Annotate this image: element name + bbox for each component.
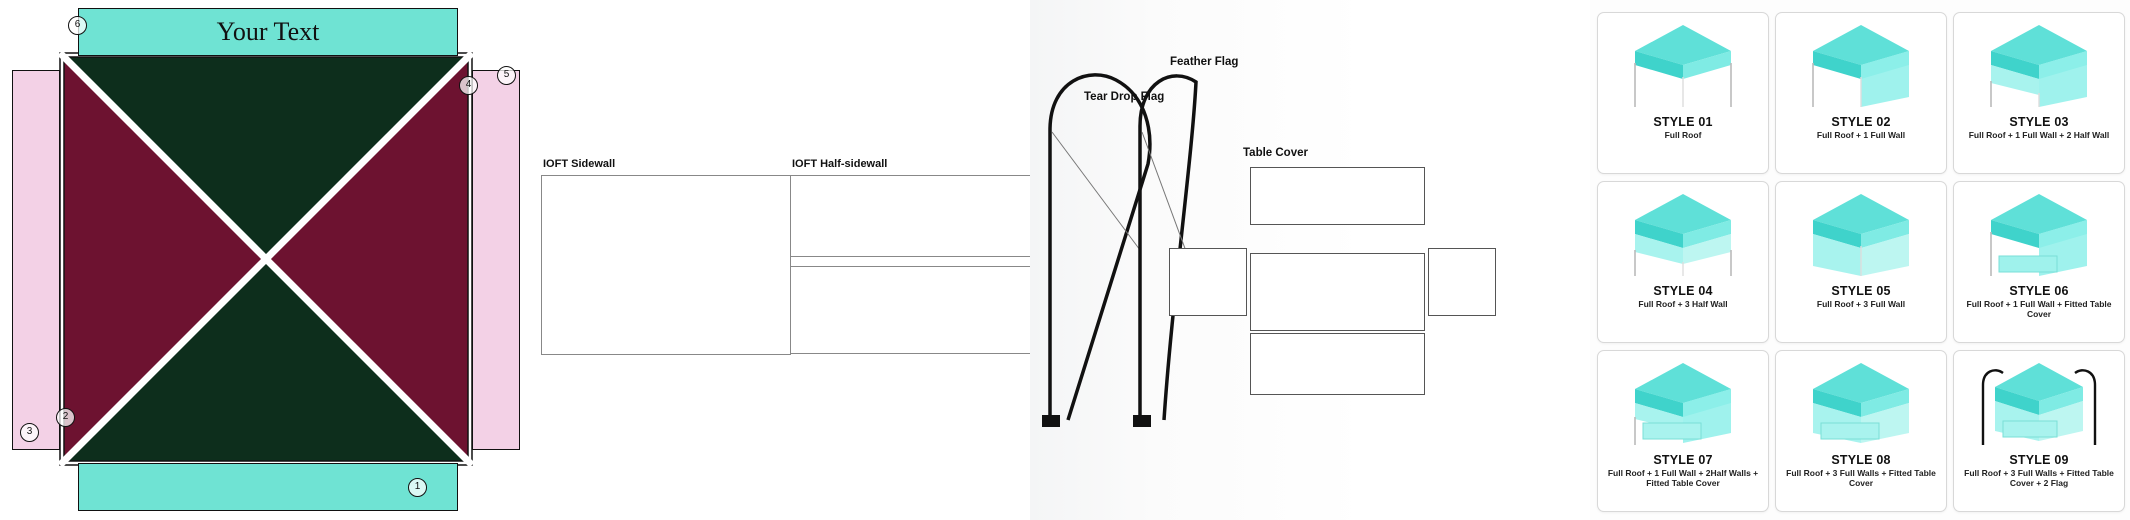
- canopy-layout-panel: [0, 0, 530, 520]
- style-desc: Full Roof + 3 Full Wall: [1816, 299, 1906, 309]
- tent-illustration-icon: [1791, 17, 1931, 113]
- table-cover-top-surface: [1250, 253, 1425, 331]
- table-cover-top-flap: [1250, 167, 1425, 225]
- style-desc: Full Roof + 3 Full Walls + Fitted Table Cover: [1786, 468, 1936, 489]
- style-desc: Full Roof: [1664, 130, 1702, 140]
- half-sidewall-box-top: [790, 175, 1046, 257]
- canopy-stage: [10, 8, 520, 513]
- style-options-panel: [1590, 0, 2130, 520]
- style-card-03[interactable]: [1953, 12, 2125, 174]
- table-cover-bottom-flap: [1250, 333, 1425, 395]
- style-title: STYLE 04: [1653, 284, 1713, 298]
- style-card-06[interactable]: [1953, 181, 2125, 343]
- style-title: STYLE 08: [1831, 453, 1891, 467]
- canopy-top-banner: [78, 8, 458, 56]
- canopy-badge-3: 3: [20, 423, 39, 442]
- canopy-badge-1: 1: [408, 478, 427, 497]
- style-title: STYLE 06: [2009, 284, 2069, 298]
- style-card-04[interactable]: [1597, 181, 1769, 343]
- style-title: STYLE 07: [1653, 453, 1713, 467]
- half-sidewall-label: IOFT Half-sidewall: [792, 158, 888, 170]
- half-sidewall-box-bottom: [790, 266, 1046, 354]
- style-title: STYLE 09: [2009, 453, 2069, 467]
- style-card-01[interactable]: [1597, 12, 1769, 174]
- table-cover-left-flap: [1169, 248, 1247, 316]
- style-desc: Full Roof + 1 Full Wall + 2Half Walls + Fitted Table Cover: [1607, 468, 1759, 489]
- your-text-label: Your Text: [216, 17, 320, 46]
- style-desc: Full Roof + 1 Full Wall + 2 Half Wall: [1968, 130, 2110, 140]
- tent-illustration-icon: [1969, 186, 2109, 282]
- canopy-badge-2: 2: [56, 408, 75, 427]
- canopy-badge-4: 4: [459, 76, 478, 95]
- canopy-left-banner: [12, 70, 60, 450]
- tear-drop-flag-label: Tear Drop Flag: [1084, 91, 1165, 103]
- tent-illustration-icon: [1613, 17, 1753, 113]
- feather-flag-label: Feather Flag: [1170, 56, 1239, 68]
- style-grid: [1597, 12, 2125, 512]
- style-desc: Full Roof + 3 Half Wall: [1638, 299, 1728, 309]
- style-card-07[interactable]: [1597, 350, 1769, 512]
- style-desc: Full Roof + 1 Full Wall: [1816, 130, 1906, 140]
- style-card-08[interactable]: [1775, 350, 1947, 512]
- tent-with-flags-illustration-icon: [1969, 355, 2109, 451]
- canopy-badge-5: 5: [497, 66, 516, 85]
- canopy-badge-6: 6: [68, 16, 87, 35]
- canopy-right-banner: [472, 70, 520, 450]
- style-title: STYLE 03: [2009, 115, 2069, 129]
- table-cover-label: Table Cover: [1243, 147, 1308, 159]
- canopy-bottom-banner: [78, 463, 458, 511]
- canopy-diagram: [10, 8, 520, 513]
- tent-illustration-icon: [1969, 17, 2109, 113]
- tent-illustration-icon: [1613, 186, 1753, 282]
- style-desc: Full Roof + 3 Full Walls + Fitted Table Cover + 2 Flag: [1964, 468, 2114, 489]
- style-title: STYLE 05: [1831, 284, 1891, 298]
- style-title: STYLE 02: [1831, 115, 1891, 129]
- full-sidewall-box: [541, 175, 791, 355]
- style-card-02[interactable]: [1775, 12, 1947, 174]
- style-title: STYLE 01: [1653, 115, 1713, 129]
- tent-illustration-icon: [1791, 355, 1931, 451]
- style-card-05[interactable]: [1775, 181, 1947, 343]
- tent-illustration-icon: [1613, 355, 1753, 451]
- flags-panel: [1030, 0, 1590, 520]
- full-sidewall-label: IOFT Sidewall: [543, 158, 616, 170]
- style-card-09[interactable]: [1953, 350, 2125, 512]
- style-desc: Full Roof + 1 Full Wall + Fitted Table Cover: [1966, 299, 2112, 320]
- sidewall-panel: [530, 0, 1030, 520]
- tent-illustration-icon: [1791, 186, 1931, 282]
- table-cover-right-flap: [1428, 248, 1496, 316]
